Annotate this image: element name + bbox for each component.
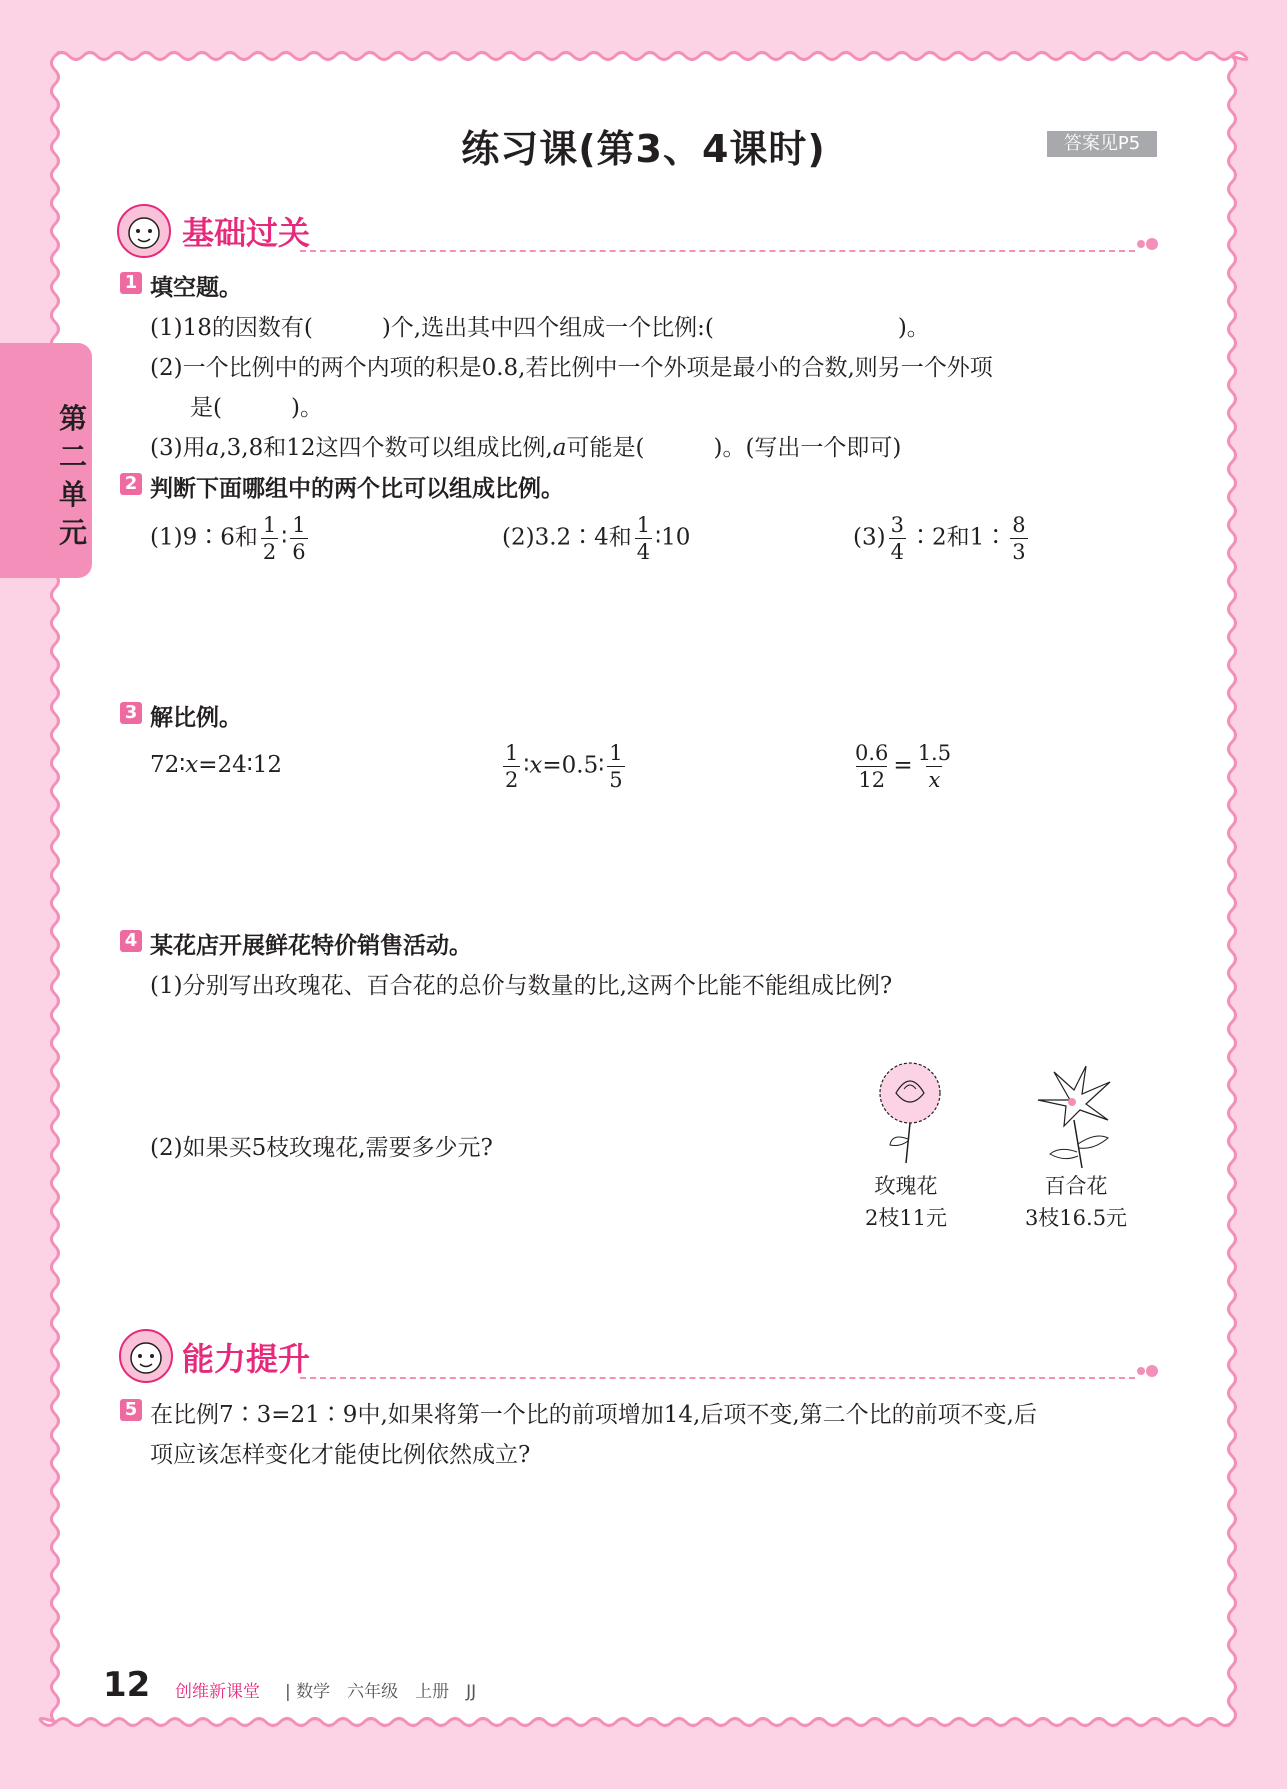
- footer-info: | 数学 六年级 上册 JJ: [285, 1682, 477, 1702]
- question-text: (1)分别写出玫瑰花、百合花的总价与数量的比,这两个比能不能组成比例?: [150, 973, 893, 999]
- page-title: 练习课(第3、4课时): [461, 127, 826, 171]
- question-number: 5: [120, 1399, 142, 1421]
- question-text: 项应该怎样变化才能使比例依然成立?: [150, 1442, 531, 1468]
- equation: $\frac{0.6}{12}$ = $\frac{1.5}{x}$: [855, 741, 952, 792]
- equation: 72∶x=24∶12: [150, 752, 283, 778]
- equation: $\frac{1}{2}$ ∶x=0.5∶ $\frac{1}{5}$: [505, 741, 623, 792]
- ratio-item: (3) $\frac{3}{4}$ ∶2和1∶ $\frac{8}{3}$: [853, 513, 1026, 564]
- lily-label: 百合花 3枝16.5元: [1024, 1174, 1128, 1230]
- rose-label: 玫瑰花 2枝11元: [864, 1174, 948, 1230]
- mascot-icon: [118, 1328, 174, 1384]
- question-text: 在比例7∶3=21∶9中,如果将第一个比的前项增加14,后项不变,第二个比的前项不变,后: [150, 1402, 1037, 1428]
- lily-icon: [1024, 1060, 1124, 1170]
- question-number: 4: [120, 930, 142, 952]
- question-title: 判断下面哪组中的两个比可以组成比例。: [150, 476, 564, 502]
- section-title-advanced: 能力提升: [182, 1340, 311, 1378]
- question-text: (1)18的因数有( )个,选出其中四个组成一个比例:( )。: [150, 315, 930, 341]
- ratio-item: (2)3.2∶4和 $\frac{1}{4}$ ∶10: [502, 513, 691, 564]
- question-title: 某花店开展鲜花特价销售活动。: [150, 933, 472, 959]
- page-border: [40, 53, 1247, 1726]
- question-text: (2)如果买5枝玫瑰花,需要多少元?: [150, 1135, 493, 1161]
- ratio-item: (1)9∶6和 $\frac{1}{2}$ ∶ $\frac{1}{6}$: [150, 513, 306, 564]
- question-title: 填空题。: [150, 275, 242, 301]
- page-number: 12: [103, 1665, 151, 1705]
- question-title: 解比例。: [150, 705, 242, 731]
- question-number: 1: [120, 272, 142, 294]
- section-title-basic: 基础过关: [182, 214, 311, 252]
- section-divider: [300, 1377, 1135, 1379]
- mascot-icon: [116, 203, 172, 259]
- answer-reference-badge: 答案见P5: [1047, 131, 1157, 157]
- rose-icon: [866, 1055, 956, 1165]
- footer-brand: 创维新课堂: [175, 1682, 260, 1702]
- question-text: (2)一个比例中的两个内项的积是0.8,若比例中一个外项是最小的合数,则另一个外项: [150, 355, 993, 381]
- dots-icon: [1135, 1361, 1161, 1381]
- question-number: 3: [120, 702, 142, 724]
- question-text: (3)用a,3,8和12这四个数可以组成比例,a可能是( )。(写出一个即可): [150, 435, 902, 461]
- side-tab-label: 第 二 单 元: [58, 402, 87, 549]
- question-text: 是( )。: [190, 395, 323, 421]
- question-number: 2: [120, 473, 142, 495]
- dots-icon: [1135, 234, 1161, 254]
- section-divider: [300, 250, 1135, 252]
